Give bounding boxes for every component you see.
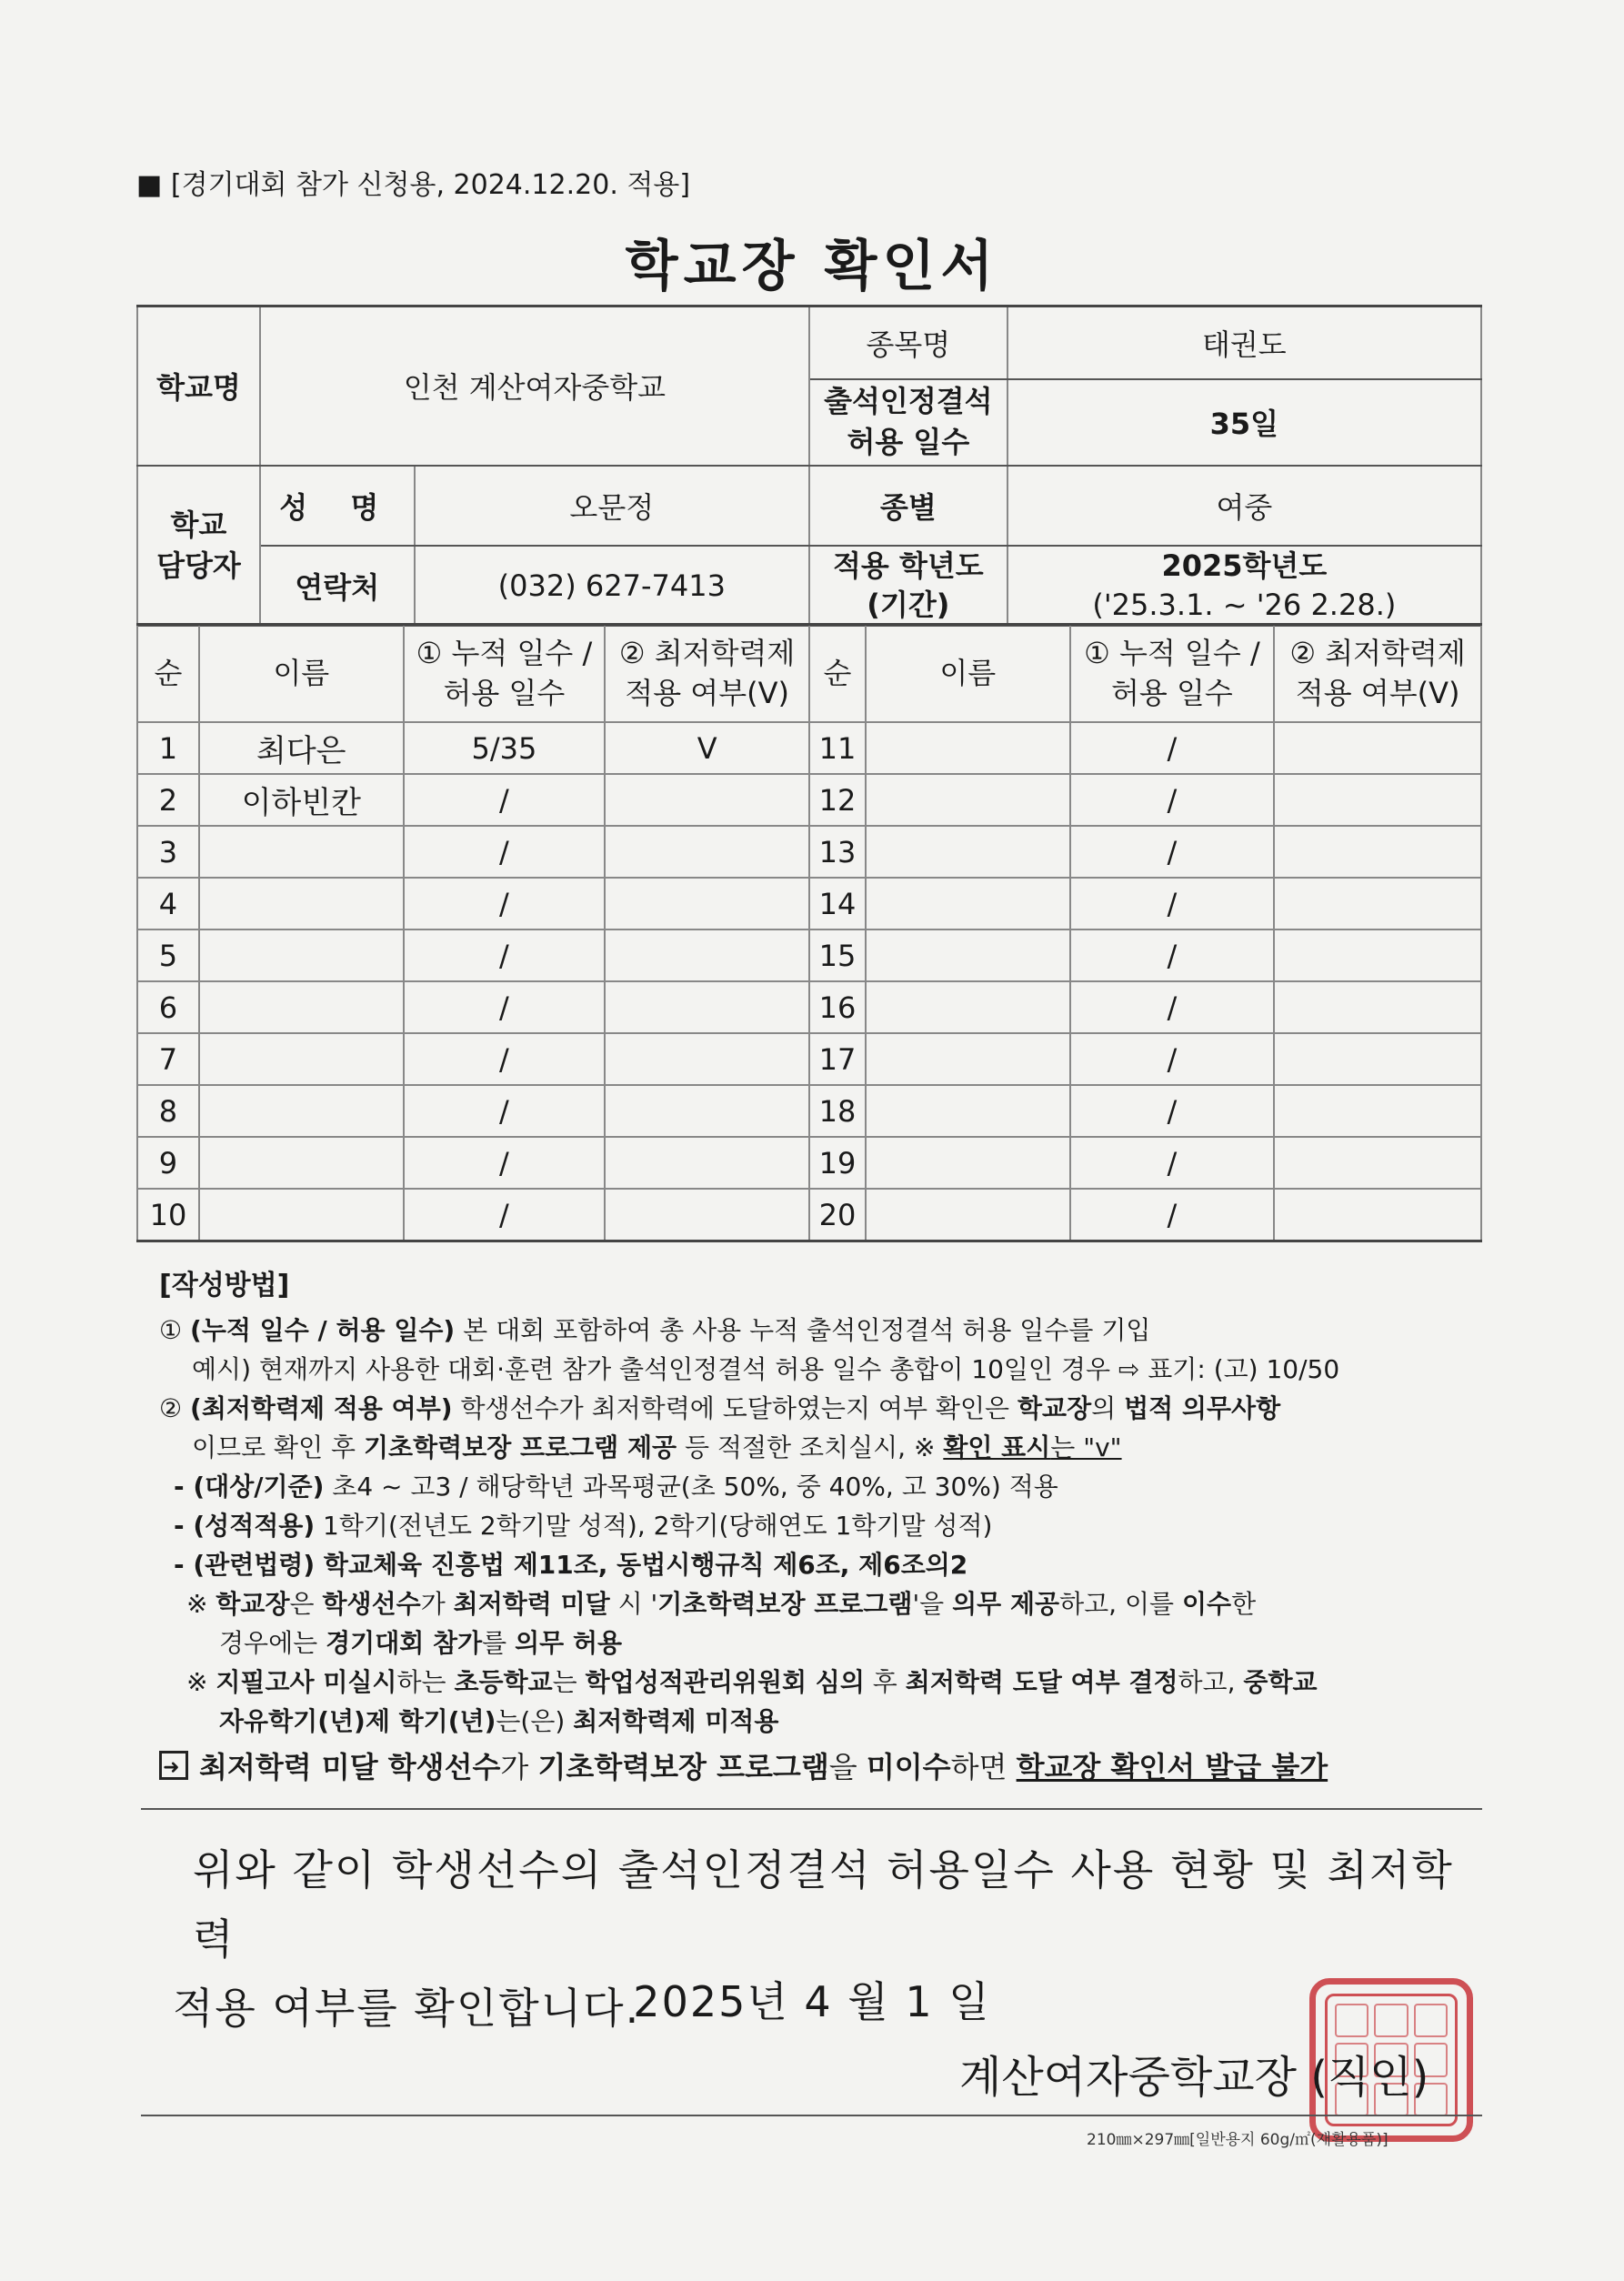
student-name [866, 1137, 1070, 1189]
guide-text: 후 [864, 1667, 906, 1697]
student-name [199, 1137, 404, 1189]
col-no-right: 순 [809, 625, 866, 723]
guide-bold: - (성적적용) [174, 1511, 316, 1541]
min-achievement-check [605, 981, 809, 1033]
min-achievement-check [1274, 722, 1481, 774]
guide-line-9 [159, 1623, 1496, 1663]
row-number: 17 [809, 1033, 866, 1085]
col-no-left: 순 [137, 625, 199, 723]
guide-line-3 [159, 1389, 1496, 1428]
guide-text: '을 [912, 1589, 953, 1619]
guide-text: 하는 [396, 1667, 455, 1697]
min-achievement-check [605, 774, 809, 826]
row-number: 2 [137, 774, 199, 826]
col-days-left: ① 누적 일수 / 허용 일수 [404, 625, 606, 723]
writing-guide [159, 1266, 1496, 1787]
guide-bold: 지필고사 미실시 [216, 1667, 397, 1697]
issue-date: 2025년 4 월 1 일 [633, 1977, 991, 2026]
guide-line-7 [159, 1545, 1496, 1584]
days-used: / [404, 1085, 606, 1137]
guide-bold: 확인 표시 [943, 1432, 1051, 1462]
table-row [137, 1137, 1481, 1189]
row-number: 15 [809, 929, 866, 981]
row-number: 8 [137, 1085, 199, 1137]
arrow-box-icon [159, 1751, 188, 1780]
days-used: / [1070, 1137, 1275, 1189]
col-name-left: 이름 [199, 625, 404, 723]
days-used: / [404, 774, 606, 826]
student-name [866, 929, 1070, 981]
table-row [137, 878, 1481, 929]
year-value: 2025학년도 [1161, 548, 1328, 583]
student-name [866, 981, 1070, 1033]
row-number: 19 [809, 1137, 866, 1189]
days-used: / [1070, 981, 1275, 1033]
row-number: 14 [809, 878, 866, 929]
sport-label: 종목명 [809, 306, 1007, 379]
row-number: 5 [137, 929, 199, 981]
guide-bold: (누적 일수 / 허용 일수) [190, 1315, 456, 1345]
days-used: / [404, 929, 606, 981]
guide-bold: 중학교 [1243, 1667, 1318, 1697]
guide-text: 학생선수가 최저학력에 도달하였는지 여부 확인은 [452, 1393, 1018, 1423]
guide-heading: [작성방법] [159, 1270, 290, 1301]
col-min-right: ② 최저학력제 적용 여부(V) [1274, 625, 1481, 723]
student-name: 최다은 [199, 722, 404, 774]
school-label: 학교명 [137, 306, 260, 466]
student-name: 이하빈칸 [199, 774, 404, 826]
col-min-left: ② 최저학력제 적용 여부(V) [605, 625, 809, 723]
divider-bottom [141, 2115, 1482, 2116]
row-number: 18 [809, 1085, 866, 1137]
row-number: 11 [809, 722, 866, 774]
min-achievement-check [605, 878, 809, 929]
manager-label: 학교 담당자 [137, 466, 260, 626]
guide-bold: 최저학력 도달 여부 결정 [905, 1667, 1178, 1697]
student-name [866, 878, 1070, 929]
guide-text: 한 [1231, 1589, 1257, 1619]
guide-bold: 최저학력 미달 [453, 1589, 610, 1619]
row-number: 1 [137, 722, 199, 774]
student-name [866, 826, 1070, 878]
row-number: 9 [137, 1137, 199, 1189]
guide-text: 의 [1091, 1393, 1125, 1423]
guide-text: 1학기(전년도 2학기말 성적), 2학기(당해연도 1학기말 성적) [315, 1511, 993, 1541]
guide-bold: 자유학기(년)제 학기(년) [219, 1706, 496, 1736]
table-row [137, 1033, 1481, 1085]
guide-text: 가 [500, 1750, 538, 1784]
guide-text: 초4 ~ 고3 / 해당학년 과목평균(초 50%, 중 40%, 고 30%) 적용 [324, 1472, 1058, 1502]
guide-text: 을 [828, 1750, 867, 1784]
min-achievement-check [605, 1085, 809, 1137]
guide-text: ※ [186, 1667, 216, 1697]
principal-signature: 계산여자중학교장 (직인) [959, 2052, 1429, 2103]
confirm-line-2: 적용 여부를 확인합니다. [173, 1984, 641, 2033]
days-used: / [1070, 1085, 1275, 1137]
guide-bold: 의무 제공 [952, 1589, 1060, 1619]
student-name [866, 1189, 1070, 1241]
days-used: / [404, 981, 606, 1033]
student-name [199, 929, 404, 981]
table-row [137, 826, 1481, 878]
table-row [137, 722, 1481, 774]
guide-text: 은 [289, 1589, 323, 1619]
min-achievement-check [1274, 826, 1481, 878]
row-number: 10 [137, 1189, 199, 1241]
guide-bold: 기초학력보장 프로그램 [657, 1589, 913, 1619]
min-achievement-check [1274, 929, 1481, 981]
min-achievement-check [1274, 1085, 1481, 1137]
days-used: / [1070, 929, 1275, 981]
row-number: 4 [137, 878, 199, 929]
col-days-right: ① 누적 일수 / 허용 일수 [1070, 625, 1275, 723]
guide-bold: 의무 허용 [515, 1628, 623, 1658]
year-cell [1007, 546, 1481, 626]
row-number: 7 [137, 1033, 199, 1085]
contact-value: (032) 627-7413 [415, 546, 809, 626]
days-used: / [404, 1033, 606, 1085]
days-used: / [1070, 722, 1275, 774]
days-used: / [1070, 826, 1275, 878]
min-achievement-check [605, 826, 809, 878]
guide-bold: 최저학력제 미적용 [573, 1706, 779, 1736]
guide-text: 하고, 이를 [1059, 1589, 1182, 1619]
row-number: 20 [809, 1189, 866, 1241]
student-name [199, 878, 404, 929]
min-achievement-check [605, 1189, 809, 1241]
guide-text: ※ [186, 1589, 216, 1619]
student-name [866, 774, 1070, 826]
page-title: 학교장 확인서 [625, 235, 999, 298]
min-achievement-check [1274, 774, 1481, 826]
guide-num-2: ② [159, 1393, 183, 1423]
days-used: / [404, 1189, 606, 1241]
table-row [137, 1085, 1481, 1137]
guide-line-10 [159, 1663, 1496, 1702]
row-number: 16 [809, 981, 866, 1033]
student-name [199, 1085, 404, 1137]
guide-bold: (최저학력제 적용 여부) [190, 1393, 453, 1423]
paper-spec-footer: 210㎜×297㎜[일반용지 60g/㎡(재활용품)] [1087, 2131, 1388, 2149]
min-achievement-check [1274, 878, 1481, 929]
guide-text: 시 ' [609, 1589, 658, 1619]
guide-bold: 학업성적관리위원회 심의 [585, 1667, 865, 1697]
days-used: / [404, 1137, 606, 1189]
type-value: 여중 [1007, 466, 1481, 546]
guide-text: 경우에는 [219, 1628, 326, 1658]
guide-text: 등 적절한 조치실시, ※ [677, 1432, 944, 1462]
min-achievement-check [1274, 1033, 1481, 1085]
guide-text: 이므로 확인 후 [192, 1432, 364, 1462]
guide-text: 는(은) [496, 1706, 574, 1736]
guide-text: 하면 [950, 1750, 1017, 1784]
guide-bold: 경기대회 참가 [326, 1628, 483, 1658]
table-row [137, 929, 1481, 981]
table-row [137, 981, 1481, 1033]
guide-bold: 학교체육 진흥법 제11조, 동법시행규칙 제6조, 제6조의2 [315, 1550, 968, 1580]
guide-line-2: 예시) 현재까지 사용한 대회·훈련 참가 출석인정결석 허용 일수 총합이 10일인 경우 ⇨ 표기: (고) 10/50 [192, 1354, 1340, 1384]
row-number: 13 [809, 826, 866, 878]
guide-line-4 [159, 1428, 1496, 1467]
table-row [137, 774, 1481, 826]
days-used: / [1070, 774, 1275, 826]
guide-text: 가 [420, 1589, 454, 1619]
student-name [199, 1189, 404, 1241]
days-used: / [1070, 1033, 1275, 1085]
min-achievement-check [1274, 1189, 1481, 1241]
days-used: 5/35 [404, 722, 606, 774]
min-achievement-check [605, 1033, 809, 1085]
guide-bold: - (관련법령) [174, 1550, 316, 1580]
guide-bold: 이수 [1181, 1589, 1232, 1619]
confirm-line-1: 위와 같이 학생선수의 출석인정결석 허용일수 사용 현황 및 최저학력 [193, 1845, 1454, 1964]
guide-line-8 [159, 1584, 1496, 1623]
divider-top [141, 1808, 1482, 1810]
guide-line-11 [159, 1702, 1496, 1741]
min-achievement-check [1274, 981, 1481, 1033]
year-label: 적용 학년도 (기간) [809, 546, 1007, 626]
guide-text: 는 [552, 1667, 586, 1697]
year-period: ('25.3.1. ~ '26 2.28.) [1092, 587, 1397, 622]
min-achievement-check [605, 1137, 809, 1189]
row-number: 12 [809, 774, 866, 826]
min-achievement-check: V [605, 722, 809, 774]
guide-text: 하고, [1178, 1667, 1244, 1697]
guide-bold: 학교장 [216, 1589, 290, 1619]
guide-bold: 미이수 [866, 1750, 951, 1784]
guide-line-5 [159, 1467, 1496, 1506]
days-used: / [404, 826, 606, 878]
form-note: ■ [경기대회 참가 신청용, 2024.12.20. 적용] [136, 169, 691, 201]
absence-days-value: 35일 [1007, 379, 1481, 466]
name-value: 오문정 [415, 466, 809, 546]
student-name [199, 981, 404, 1033]
min-achievement-check [605, 929, 809, 981]
guide-text: 는 "v" [1050, 1432, 1122, 1462]
guide-bold: 학생선수 [322, 1589, 421, 1619]
min-achievement-check [1274, 1137, 1481, 1189]
roster-table [136, 623, 1482, 1242]
name-label: 성 명 [260, 466, 415, 546]
row-number: 6 [137, 981, 199, 1033]
guide-line-6 [159, 1506, 1496, 1545]
guide-bold: 법적 의무사항 [1124, 1393, 1281, 1423]
student-name [866, 722, 1070, 774]
days-used: / [404, 878, 606, 929]
guide-bold: 최저학력 미달 학생선수 [199, 1750, 501, 1784]
school-value: 인천 계산여자중학교 [260, 306, 809, 466]
student-name [866, 1085, 1070, 1137]
type-label: 종별 [809, 466, 1007, 546]
student-name [199, 1033, 404, 1085]
table-row [137, 1189, 1481, 1241]
guide-bold: 기초학력보장 프로그램 [537, 1750, 829, 1784]
absence-days-label: 출석인정결석 허용 일수 [809, 379, 1007, 466]
guide-line-1 [159, 1311, 1496, 1350]
guide-bold: 기초학력보장 프로그램 제공 [364, 1432, 677, 1462]
guide-text: 를 [482, 1628, 516, 1658]
sport-value: 태권도 [1007, 306, 1481, 379]
guide-text: 본 대회 포함하여 총 사용 누적 출석인정결석 허용 일수를 기입 [455, 1315, 1151, 1345]
guide-num-1: ① [159, 1315, 183, 1345]
contact-label: 연락처 [260, 546, 415, 626]
guide-bold: 초등학교 [454, 1667, 553, 1697]
days-used: / [1070, 878, 1275, 929]
guide-bold: 학교장 [1017, 1393, 1092, 1423]
student-name [199, 826, 404, 878]
guide-warning [159, 1748, 1496, 1787]
student-name [866, 1033, 1070, 1085]
info-table [136, 305, 1482, 627]
row-number: 3 [137, 826, 199, 878]
guide-bold: - (대상/기준) [174, 1472, 325, 1502]
col-name-right: 이름 [866, 625, 1070, 723]
guide-bold: 학교장 확인서 발급 불가 [1016, 1750, 1328, 1784]
days-used: / [1070, 1189, 1275, 1241]
